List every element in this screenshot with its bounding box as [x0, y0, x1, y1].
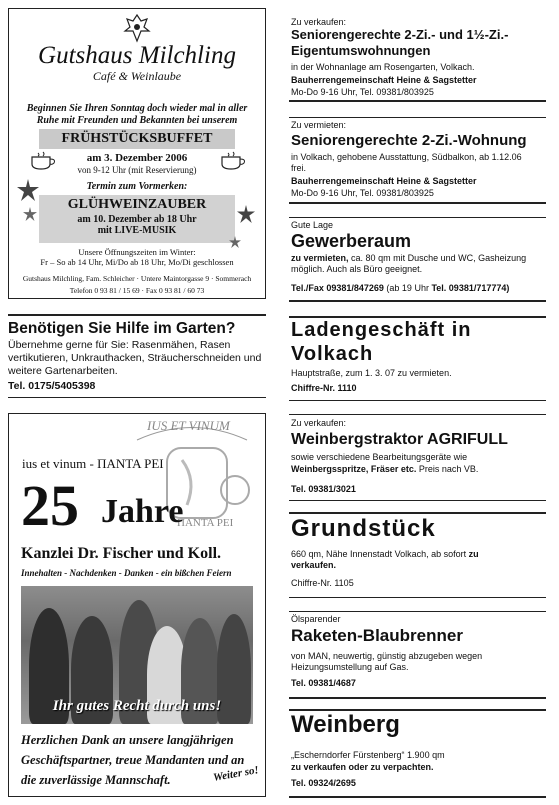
classified-kicker: Zu verkaufen:: [291, 17, 347, 27]
opening-hours-label: Unsere Öffnungszeiten im Winter:: [78, 247, 196, 257]
gutshaus-name: Gutshaus Milchling: [38, 42, 236, 69]
classified-contact-hours: Mo-Do 9-16 Uhr, Tel. 09381/803925: [291, 188, 434, 198]
classified-contact: Bauherrengemeinschaft Heine & Sagstetter: [291, 75, 477, 85]
classified-divider: [289, 500, 546, 501]
classified-contact-alt: Tel. 09381/717774): [431, 283, 510, 293]
classified-kicker: Ölsparender: [291, 614, 341, 624]
classified-body: „Escherndorfer Fürstenberg“ 1.900 qm: [291, 750, 445, 760]
classified-divider: [289, 697, 546, 699]
classified-contact: Tel. 09381/3021: [291, 484, 356, 494]
classified-divider: [289, 414, 546, 415]
brunch-time: von 9-12 Uhr (mit Reservierung): [77, 165, 197, 175]
classified-divider: [289, 202, 546, 204]
classified-body-price: Preis nach VB.: [418, 464, 479, 474]
classified-body: von MAN, neuwertig, günstig abzugeben wegen Heizungsumstellung auf Gas.: [291, 651, 483, 672]
classified-divider: [289, 217, 546, 218]
classified-kicker: Gute Lage: [291, 220, 334, 230]
classified-title: Grundstück: [291, 515, 436, 542]
classified-title: Seniorengerechte 2-Zi.-Wohnung: [291, 132, 527, 149]
garden-ad-title: Benötigen Sie Hilfe im Garten?: [8, 320, 236, 337]
gutshaus-subtitle: Café & Weinlaube: [92, 69, 182, 83]
opening-hours: Fr – So ab 14 Uhr, Mi/Do ab 18 Uhr, Mo/Di geschlossen: [40, 257, 234, 267]
classified-title: Seniorengerechte 2-Zi.- und 1½-Zi.-Eigentumswohnungen: [291, 27, 509, 58]
classified-contact: Chiffre-Nr. 1110: [291, 383, 357, 393]
classified-contact: Tel. 09324/2695: [291, 778, 356, 788]
star-icon: [23, 207, 37, 221]
star-icon: [229, 235, 241, 247]
event-music: mit LIVE-MUSIK: [97, 225, 177, 236]
star-icon: [237, 205, 255, 223]
seal-text: IUS ET VINUM: [147, 418, 230, 433]
classified-divider: [289, 796, 546, 798]
classified-contact: Chiffre-Nr. 1105: [291, 578, 354, 588]
classified-body: ca. 80 qm mit Dusche und WC, Gasheizung möglich. Auch als Büro geeignet.: [291, 253, 527, 274]
garden-ad-phone: Tel. 0175/5405398: [8, 380, 96, 392]
thank-you-text: Herzlichen Dank an unsere langjährigen Geschäftspartner, treue Mandanten und an die zuverlässige Mannschaft.: [21, 733, 245, 787]
classified-body-bold: Weinbergsspritze, Fräser etc.: [291, 464, 417, 474]
classified-title: Ladengeschäft in Volkach: [291, 319, 472, 365]
gutshaus-phone: Telefon 0 93 81 / 15 69 · Fax 0 93 81 / 60 73: [69, 286, 205, 295]
event-date: am 10. Dezember ab 18 Uhr: [77, 214, 197, 225]
classified-contact-note: (ab 19 Uhr: [386, 283, 429, 293]
seal-subtext: ΠΑΝΤΑ ΡΕΙ: [177, 517, 234, 529]
anniversary-number: 25: [21, 473, 79, 538]
classified-body-line: [291, 549, 481, 571]
kanzlei-ad: [8, 413, 266, 797]
classified-body: sowie verschiedene Bearbeitungsgeräte wie: [291, 452, 468, 462]
classified-body-bold: zu verkaufen oder zu verpachten.: [291, 762, 434, 772]
photo-caption: Ihr gutes Recht durch uns!: [52, 698, 222, 714]
kanzlei-slogan: Innehalten - Nachdenken - Danken - ein bißchen Feiern: [21, 568, 232, 578]
brunch-date: am 3. Dezember 2006: [86, 152, 188, 164]
classified-divider: [289, 117, 546, 118]
gutshaus-address: Gutshaus Milchling, Fam. Schleicher · Untere Maintorgasse 9 · Sommerach: [22, 274, 252, 283]
classified-body-line: [291, 464, 541, 475]
classified-title: Weinberg: [291, 711, 400, 738]
classified-body-bold: zu verkaufen.: [291, 549, 479, 570]
classified-title: Gewerberaum: [291, 231, 412, 251]
classified-contact: Tel./Fax 09381/847269: [291, 283, 384, 293]
classified-kicker: Zu vermieten:: [291, 120, 347, 130]
classified-kicker: Zu verkaufen:: [291, 418, 347, 428]
kanzlei-motto: ius et vinum - ΠΑΝΤΑ ΡΕΙ: [22, 456, 164, 471]
garden-ad-body: Übernehme gerne für Sie: Rasenmähen, Rasen vertikutieren, Unkrauthacken, Sträucherschneiden und weitere Gartenarbeiten.: [8, 339, 262, 377]
star-icon: [17, 179, 39, 201]
signoff-text: Weiter so!: [212, 764, 260, 784]
classified-title: Raketen-Blaubrenner: [291, 626, 463, 645]
classified-contact: Tel. 09381/4687: [291, 678, 356, 688]
classified-body: in Volkach, gehobene Ausstattung, Südbalkon, ab 1.12.06 frei.: [291, 152, 522, 173]
classified-contact-line: [291, 283, 547, 294]
kanzlei-name: Kanzlei Dr. Fischer und Koll.: [21, 545, 222, 562]
classified-contact-hours: Mo-Do 9-16 Uhr, Tel. 09381/803925: [291, 87, 434, 97]
garden-ad-top-rule: [8, 314, 266, 316]
classified-body: 660 qm, Nähe Innenstadt Volkach, ab sofort: [291, 549, 467, 559]
event-note: Termin zum Vormerken:: [86, 181, 188, 192]
classified-body: Hauptstraße, zum 1. 3. 07 zu vermieten.: [291, 368, 452, 378]
classified-divider: [289, 611, 546, 612]
classified-body: in der Wohnanlage am Rosengarten, Volkach.: [291, 62, 475, 72]
classified-title: Weinbergstraktor AGRIFULL: [291, 431, 508, 448]
gutshaus-ad: [8, 8, 266, 299]
anniversary-word: Jahre: [101, 493, 184, 530]
classified-body-lead: [291, 253, 541, 275]
brunch-intro: Beginnen Sie Ihren Sonntag doch wieder mal in aller Ruhe mit Freunden und Bekannten bei unserem: [26, 103, 248, 126]
event-title: GLÜHWEINZAUBER: [67, 197, 207, 212]
brunch-title: FRÜHSTÜCKSBUFFET: [39, 129, 235, 149]
classified-divider: [289, 597, 546, 598]
classified-body-bold: zu vermieten,: [291, 253, 349, 263]
classified-divider: [289, 100, 546, 102]
garden-ad-bottom-rule: [8, 397, 266, 398]
crest-icon: [117, 13, 157, 43]
classified-divider: [289, 400, 546, 401]
team-photo: [21, 586, 253, 724]
classified-divider: [289, 300, 546, 302]
classified-contact: Bauherrengemeinschaft Heine & Sagstetter: [291, 176, 477, 186]
